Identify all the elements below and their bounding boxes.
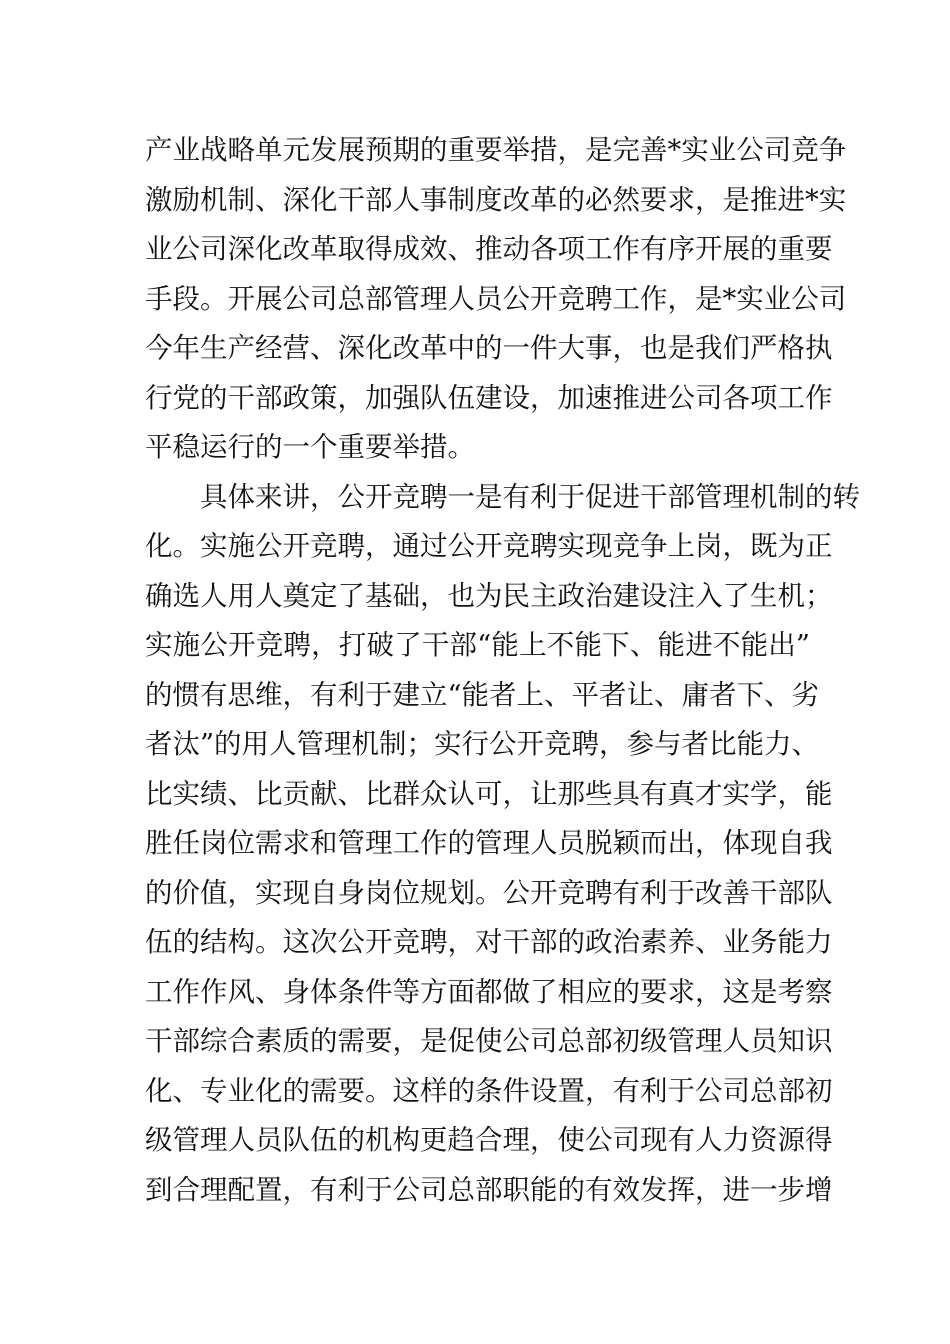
text-line: 的价值，实现自身岗位规划。公开竞聘有利于改善干部队 xyxy=(145,876,833,909)
text-line: 今年生产经营、深化改革中的一件大事，也是我们严格执 xyxy=(145,332,833,364)
text-line: 激励机制、深化干部人事制度改革的必然要求，是推进*实 xyxy=(145,183,847,216)
text-line: 级管理人员队伍的机构更趋合理，使公司现有人力资源得 xyxy=(145,1124,833,1156)
text-line: 比实绩、比贡献、比群众认可，让那些具有真才实学，能 xyxy=(145,777,833,810)
text-line: 者汰”的用人管理机制；实行公开竞聘，参与者比能力、 xyxy=(145,728,820,760)
paragraph-2 xyxy=(145,473,860,1216)
text-line: 产业战略单元发展预期的重要举措，是完善*实业公司竞争 xyxy=(145,134,847,166)
body-text xyxy=(145,126,860,1215)
paragraph-1 xyxy=(145,126,847,473)
text-line: 行党的干部政策，加强队伍建设，加速推进公司各项工作 xyxy=(145,381,833,414)
text-line: 化。实施公开竞聘，通过公开竞聘实现竞争上岗，既为正 xyxy=(145,530,833,562)
text-line: 手段。开展公司总部管理人员公开竞聘工作，是*实业公司 xyxy=(145,282,847,315)
text-line: 干部综合素质的需要，是促使公司总部初级管理人员知识 xyxy=(145,1025,833,1057)
text-line: 平稳运行的一个重要举措。 xyxy=(145,431,475,463)
text-line: 确选人用人奠定了基础，也为民主政治建设注入了生机； xyxy=(145,579,833,612)
text-line: 业公司深化改革取得成效、推动各项工作有序开展的重要 xyxy=(145,233,833,265)
text-line: 的惯有思维，有利于建立“能者上、平者让、庸者下、劣 xyxy=(145,678,820,711)
text-line: 工作作风、身体条件等方面都做了相应的要求，这是考察 xyxy=(145,975,833,1008)
text-line: 化、专业化的需要。这样的条件设置，有利于公司总部初 xyxy=(145,1074,833,1107)
text-line: 到合理配置，有利于公司总部职能的有效发挥，进一步增 xyxy=(145,1173,833,1206)
text-line: 胜任岗位需求和管理工作的管理人员脱颖而出，体现自我 xyxy=(145,827,833,859)
text-line: 伍的结构。这次公开竞聘，对干部的政治素养、业务能力 xyxy=(145,926,833,958)
text-line: 实施公开竞聘，打破了干部“能上不能下、能进不能出” xyxy=(145,629,810,661)
text-line: 具体来讲，公开竞聘一是有利于促进干部管理机制的转 xyxy=(200,480,860,513)
